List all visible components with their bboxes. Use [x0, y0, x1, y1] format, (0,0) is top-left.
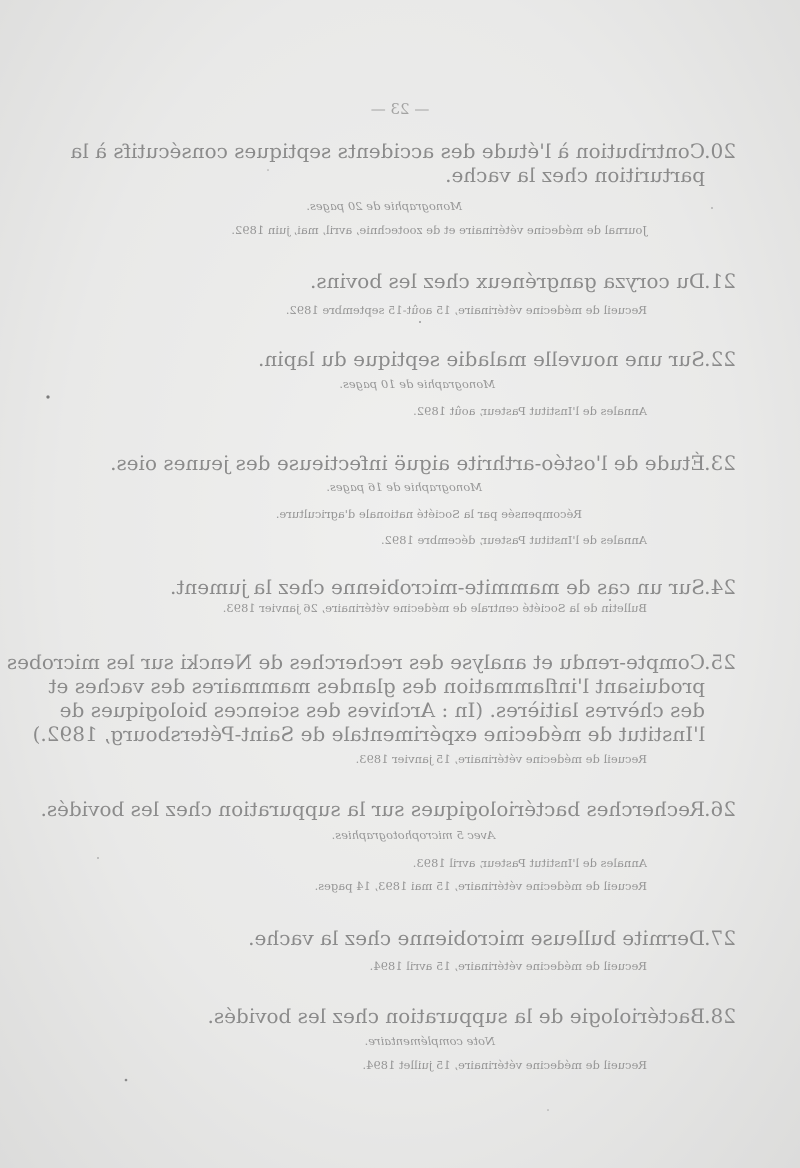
entry-28-note-1: Note complémentaire. — [364, 1034, 495, 1048]
entry-23-number: 23. — [704, 451, 736, 475]
entry-24-title: Sur un cas de mammite-microbienne chez la jument. — [169, 575, 705, 599]
entry-25-number: 25. — [704, 650, 736, 674]
entry-28-number: 28. — [704, 1004, 736, 1028]
entry-20-title-line-1: Contribution à l'étude des accidents septiques consécutifs à la — [70, 139, 705, 163]
entry-23-title: Étude de l'ostéo-arthrite aiguë infectieuse des jeunes oies. — [110, 451, 705, 475]
entry-27-number: 27. — [704, 926, 736, 950]
entry-20-note-2: Journal de médecine vétérinaire et de zootechnie, avril, mai, juin 1892. — [231, 223, 647, 237]
entry-27-note-1: Recueil de médecine vétérinaire, 15 avril 1894. — [369, 959, 647, 973]
entry-26-note-3: Recueil de médecine vétérinaire, 15 mai 1893, 14 pages. — [314, 879, 647, 893]
entry-25-title-line-3: des chèvres laitières. (In : Archives des sciences biologiques de — [59, 698, 705, 722]
entry-22-number: 22. — [704, 347, 736, 371]
entry-28-note-2: Recueil de médecine vétérinaire, 15 juillet 1894. — [362, 1058, 647, 1072]
entry-23-note-3: Annales de l'Institut Pasteur, décembre 1892. — [380, 533, 647, 547]
entry-20-title-line-2: parturition chez la vache. — [445, 163, 705, 187]
entry-20-note-1: Monographie de 20 pages. — [306, 199, 462, 213]
entry-25-title-line-1: Compte-rendu et analyse des recherches de Nencki sur les microbes — [6, 650, 705, 674]
entry-24-note-1: Bulletin de la Société centrale de médecine vétérinaire, 26 janvier 1893. — [222, 601, 647, 615]
entry-24-number: 24. — [704, 575, 736, 599]
entry-25-title-line-2: produisant l'inflammation des glandes mammaires des vaches et — [48, 674, 705, 698]
entry-25-note-1: Recueil de médecine vétérinaire, 15 janvier 1893. — [355, 752, 647, 766]
entry-20-number: 20. — [704, 139, 736, 163]
entry-26-note-1: Avec 5 microphotographies. — [331, 828, 495, 842]
entry-27-title: Dermite bulleuse microbienne chez la vache. — [248, 926, 705, 950]
entry-21-title: Du coryza gangréneux chez les bovins. — [310, 269, 705, 293]
entry-26-title: Recherches bactériologiques sur la suppuration chez les bovidés. — [40, 797, 705, 821]
entry-21-note-1: Recueil de médecine vétérinaire, 15 août-15 septembre 1892. — [285, 303, 647, 317]
entry-22-note-1: Monographie de 10 pages. — [339, 377, 495, 391]
entry-23-note-2: Récompensée par la Société nationale d'agriculture. — [275, 507, 582, 521]
page-number: — 23 — — [370, 100, 430, 118]
entry-22-note-2: Annales de l'Institut Pasteur, août 1892. — [413, 404, 647, 418]
entry-26-number: 26. — [704, 797, 736, 821]
entry-28-title: Bactériologie de la suppuration chez les bovidés. — [207, 1004, 705, 1028]
entry-21-number: 21. — [704, 269, 736, 293]
entry-22-title: Sur une nouvelle maladie septique du lapin. — [258, 347, 705, 371]
entry-26-note-2: Annales de l'Institut Pasteur, avril 1893. — [412, 856, 647, 870]
entry-25-title-line-4: l'Institut de médecine expérimentale de Saint-Pétersbourg, 1892.) — [32, 722, 705, 746]
entry-23-note-1: Monographie de 16 pages. — [326, 480, 482, 494]
